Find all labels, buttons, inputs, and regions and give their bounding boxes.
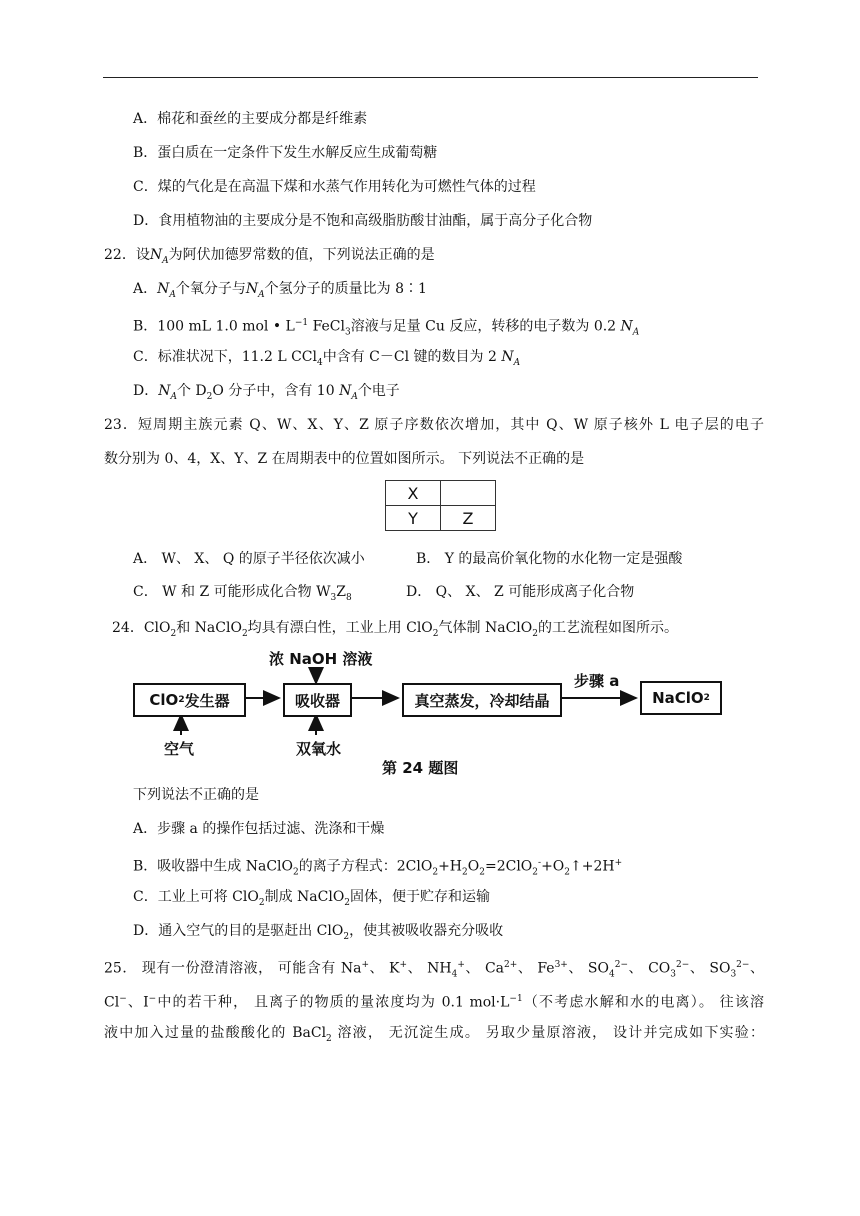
q24-stem: 24．ClO$_2$和 NaClO$_2$均具有漂白性，工业上用 ClO$_2$气体制 NaClO$_2$的工艺流程如图所示。 [112,620,678,639]
q22-stem: 22．设$N_A$为阿伏加德罗常数的值，下列说法正确的是 [104,247,435,266]
figure-caption: 第 24 题图 [382,759,459,777]
q23-option-a: A． W、 X、 Q 的原子半径依次减小 [133,551,365,567]
absorber-box: 吸收器 [283,683,352,717]
naoh-label: 浓 NaOH 溶液 [269,650,373,668]
q21-option-b: B．蛋白质在一定条件下发生水解反应生成葡萄糖 [133,145,438,161]
air-label: 空气 [164,740,195,758]
cell-x: X [386,481,441,506]
q22-option-d: D．$N_A$个 $D_2O$ 分子中，含有 10 $N_A$个电子 [133,383,400,402]
q23-stem-line2: 数分别为 0、4，X、Y、Z 在周期表中的位置如图所示。 下列说法不正确的是 [104,451,585,467]
q24-option-b: B．吸收器中生成 NaClO$_2$的离子方程式：$2ClO_2+H_2O_2=2ClO_2^-+O_2↑+2H^+$ [133,858,623,878]
q24-prompt: 下列说法不正确的是 [133,787,259,803]
q21-option-d: D．食用植物油的主要成分是不饱和高级脂肪酸甘油酯，属于高分子化合物 [133,213,593,229]
clo2-generator-box: ClO 2 发生器 [133,683,246,717]
q21-option-a: A．棉花和蚕丝的主要成分都是纤维素 [133,111,368,127]
cell-y: Y [386,506,441,531]
q25-line2: Cl−、I−中的若干种， 且离子的物质的量浓度均为 0.1 $mol\cdot L^{-1}$（不考虑水解和水的电离）。 往该溶 [104,994,765,1011]
q23-option-c: C． W 和 Z 可能形成化合物 $W_3Z_8$ [133,584,352,603]
q22-option-a: A．$N_A$个氧分子与$N_A$个氢分子的质量比为 8∶1 [133,281,427,300]
q21-option-c: C．煤的气化是在高温下煤和水蒸气作用转化为可燃性气体的过程 [133,179,536,195]
naclo2-box: NaClO 2 [640,681,722,715]
q24-option-a: A．步骤 a 的操作包括过滤、洗涤和干燥 [133,821,385,837]
cell-z: Z [441,506,496,531]
q23-option-b: B． Y 的最高价氧化物的水化物一定是强酸 [416,551,683,567]
q25-line3: 液中加入过量的盐酸酸化的 BaCl$_2$ 溶液， 无沉淀生成。 另取少量原溶液， 设计并完成如下实验： [104,1025,764,1044]
q22-option-b: B．100 mL 1.0 mol • $L^{-1}$ FeCl$_3$溶液与足量 Cu 反应，转移的电子数为 0.2 $N_A$ [133,318,640,338]
step-a-label: 步骤 a [574,672,620,690]
q24-option-c: C．工业上可将 ClO$_2$制成 NaClO$_2$固体，便于贮存和运输 [133,889,491,908]
h2o2-label: 双氧水 [296,740,342,758]
evaporation-box: 真空蒸发，冷却结晶 [402,683,562,717]
q22-option-c: C．标准状况下，11.2 L CCl$_4$中含有 C－Cl 键的数目为 2 $N_A$ [133,349,521,368]
q24-option-d: D．通入空气的目的是驱赶出 ClO$_2$，使其被吸收器充分吸收 [133,923,504,942]
q25-line1: 25． 现有一份澄清溶液， 可能含有 Na+、 K+、 $NH_4^+$、 $Ca^{2+}$、 $Fe^{3+}$、 $SO_4^{2-}$、 $CO_3^{2-}$、 $SO_3^{2-}$、 [104,960,764,980]
q23-stem-line1: 23．短周期主族元素 Q、W、X、Y、Z 原子序数依次增加，其中 Q、W 原子核外 L 电子层的电子 [104,417,764,433]
q23-option-d: D． Q、 X、 Z 可能形成离子化合物 [406,584,635,600]
